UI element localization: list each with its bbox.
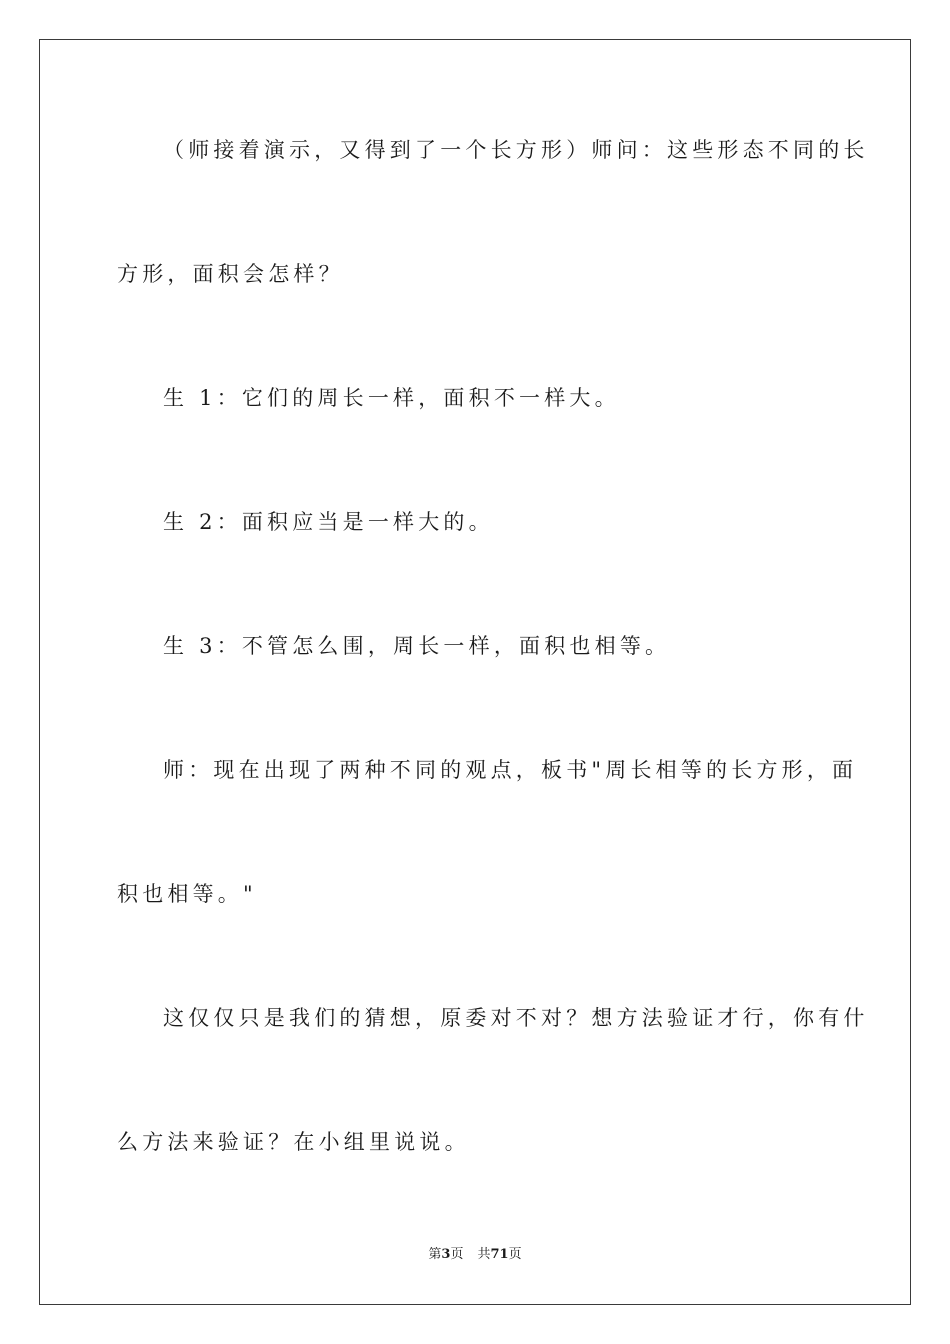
page-border — [39, 39, 911, 1305]
footer-page-number: 3 — [441, 1247, 451, 1262]
paragraph-line-4: 生 2：面积应当是一样大的。 — [163, 510, 494, 534]
page-footer — [0, 1246, 950, 1264]
paragraph-line-5: 生 3：不管怎么围，周长一样，面积也相等。 — [163, 634, 671, 658]
paragraph-line-2: 方形，面积会怎样？ — [117, 262, 344, 286]
paragraph-line-8: 这仅仅只是我们的猜想，原委对不对？想方法验证才行，你有什 — [163, 1006, 869, 1030]
footer-total-pages: 71 — [490, 1247, 509, 1262]
paragraph-line-3: 生 1：它们的周长一样，面积不一样大。 — [163, 386, 620, 410]
paragraph-line-6: 师：现在出现了两种不同的观点，板书"周长相等的长方形，面 — [163, 758, 858, 782]
paragraph-line-1: （师接着演示，又得到了一个长方形）师问：这些形态不同的长 — [163, 138, 869, 162]
paragraph-line-7: 积也相等。" — [117, 882, 257, 906]
footer-total-prefix: 共 — [477, 1247, 491, 1262]
footer-page-prefix: 第 — [428, 1247, 442, 1262]
paragraph-line-9: 么方法来验证？在小组里说说。 — [117, 1130, 470, 1154]
footer-page-suffix: 页 — [450, 1247, 464, 1262]
footer-total-suffix: 页 — [508, 1247, 522, 1262]
